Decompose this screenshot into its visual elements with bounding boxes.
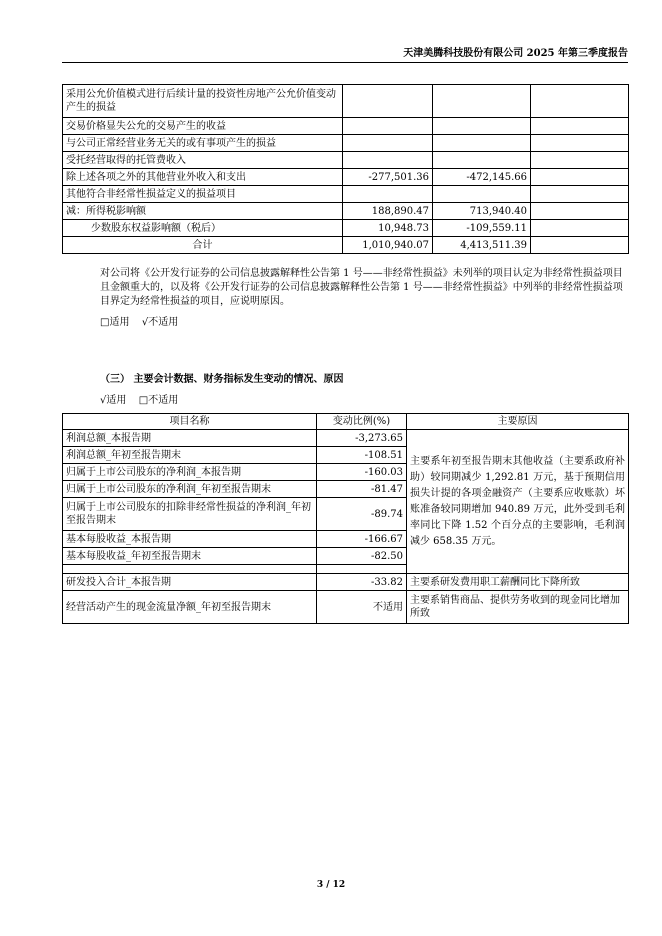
row-item: 受托经营取得的托管费收入 (63, 152, 343, 169)
table-row (63, 135, 629, 152)
table-row (63, 118, 629, 135)
table-row (63, 186, 629, 203)
table-row: 经营活动产生的现金流量净额_年初至报告期末 不适用 主要系销售商品、提供劳务收到的现金同比增加所致 (63, 591, 629, 624)
row-item: 交易价格显失公允的交易产生的收益 (63, 118, 343, 135)
not-applicable-option: □不适用 (138, 395, 179, 406)
row-item: 采用公允价值模式进行后续计量的投资性房地产公允价值变动产生的损益 (63, 85, 343, 118)
reason-cell: 主要系年初至报告期末其他收益（主要系政府补助）较同期减少 1,292.81 万元，基于预期信用损失计提的各项金融资产（主要系应收账款）坏账准备较同期增加 940.89 万元，此外受到毛利率同比下降 1.52 个百分点的主要影响，毛利润减少 658.35 万元。 (407, 430, 629, 574)
row-item: 减：所得税影响额 (63, 203, 343, 220)
table-row: 归属于上市公司股东的扣除非经常性损益的净利润_年初至报告期末 -89.74 (63, 498, 629, 531)
table-row: 除上述各项之外的其他营业外收入和支出 -277,501.36 -472,145.66 (63, 169, 629, 186)
report-header: 天津美腾科技股份有限公司 2025 年第三季度报告 (62, 44, 628, 63)
table-row (63, 152, 629, 169)
table-row: 基本每股收益_本报告期 -166.67 (63, 531, 629, 548)
table-row: 归属于上市公司股东的净利润_年初至报告期末 -81.47 (63, 481, 629, 498)
applicable-option: √适用 (100, 395, 127, 406)
page-number: 3 / 12 (316, 880, 346, 890)
explanation-paragraph: 对公司将《公开发行证券的公司信息披露解释性公告第 1 号——非经常性损益》未列举的项目认定为非经常性损益项目且金额重大的，以及将《公开发行证券的公司信息披露解释性公告第 1 号——非经常性损益》中列举的非经常性损益项目界定为经常性损益的项目，应说明原因。 (100, 268, 623, 307)
table-row: 利润总额_本报告期 -3,273.65 主要系年初至报告期末其他收益（主要系政府补助）较同期减少 1,292.81 万元，基于预期信用损失计提的各项金融资产（主要系应收账款）坏账准备较同期增加 940.89 万元，此外受到毛利率同比下降 1.52 个百分点的主要影响，毛利润减少 658.35 万元。 (63, 430, 629, 447)
table-row: 少数股东权益影响额（税后） 10,948.73 -109,559.11 (63, 220, 629, 237)
header-ratio: 变动比例(%) (317, 414, 407, 430)
table-row: 基本每股收益_年初至报告期末 -82.50 (63, 548, 629, 565)
checkbox-line-1 (100, 313, 178, 328)
header-item: 项目名称 (63, 414, 317, 430)
row-item: 少数股东权益影响额（税后） (63, 220, 343, 237)
table-row-total: 合计 1,010,940.07 4,413,511.39 (63, 237, 629, 254)
total-label: 合计 (63, 237, 343, 254)
table-row: 利润总额_年初至报告期末 -108.51 (63, 447, 629, 464)
table-header-row (63, 414, 629, 430)
row-item: 其他符合非经常性损益定义的损益项目 (63, 186, 343, 203)
applicable-option: □适用 (100, 317, 130, 328)
table-row: 研发投入合计_本报告期 -33.82 主要系研发费用职工薪酬同比下降所致 (63, 574, 629, 591)
reason-cell: 主要系研发费用职工薪酬同比下降所致 (407, 574, 629, 591)
header-reason: 主要原因 (407, 414, 629, 430)
row-item: 除上述各项之外的其他营业外收入和支出 (63, 169, 343, 186)
not-applicable-option: √不适用 (141, 317, 179, 328)
checkbox-line-2 (100, 391, 178, 406)
row-item: 与公司正常经营业务无关的或有事项产生的损益 (63, 135, 343, 152)
table-row (63, 85, 629, 118)
key-data-changes-table (62, 413, 629, 624)
table-row: 减：所得税影响额 188,890.47 713,940.40 (63, 203, 629, 220)
reason-cell: 主要系销售商品、提供劳务收到的现金同比增加所致 (407, 591, 629, 624)
section-title: （三） 主要会计数据、财务指标发生变动的情况、原因 (100, 374, 344, 385)
table-row: 归属于上市公司股东的净利润_本报告期 -160.03 (63, 464, 629, 481)
non-recurring-gains-table (62, 84, 629, 254)
